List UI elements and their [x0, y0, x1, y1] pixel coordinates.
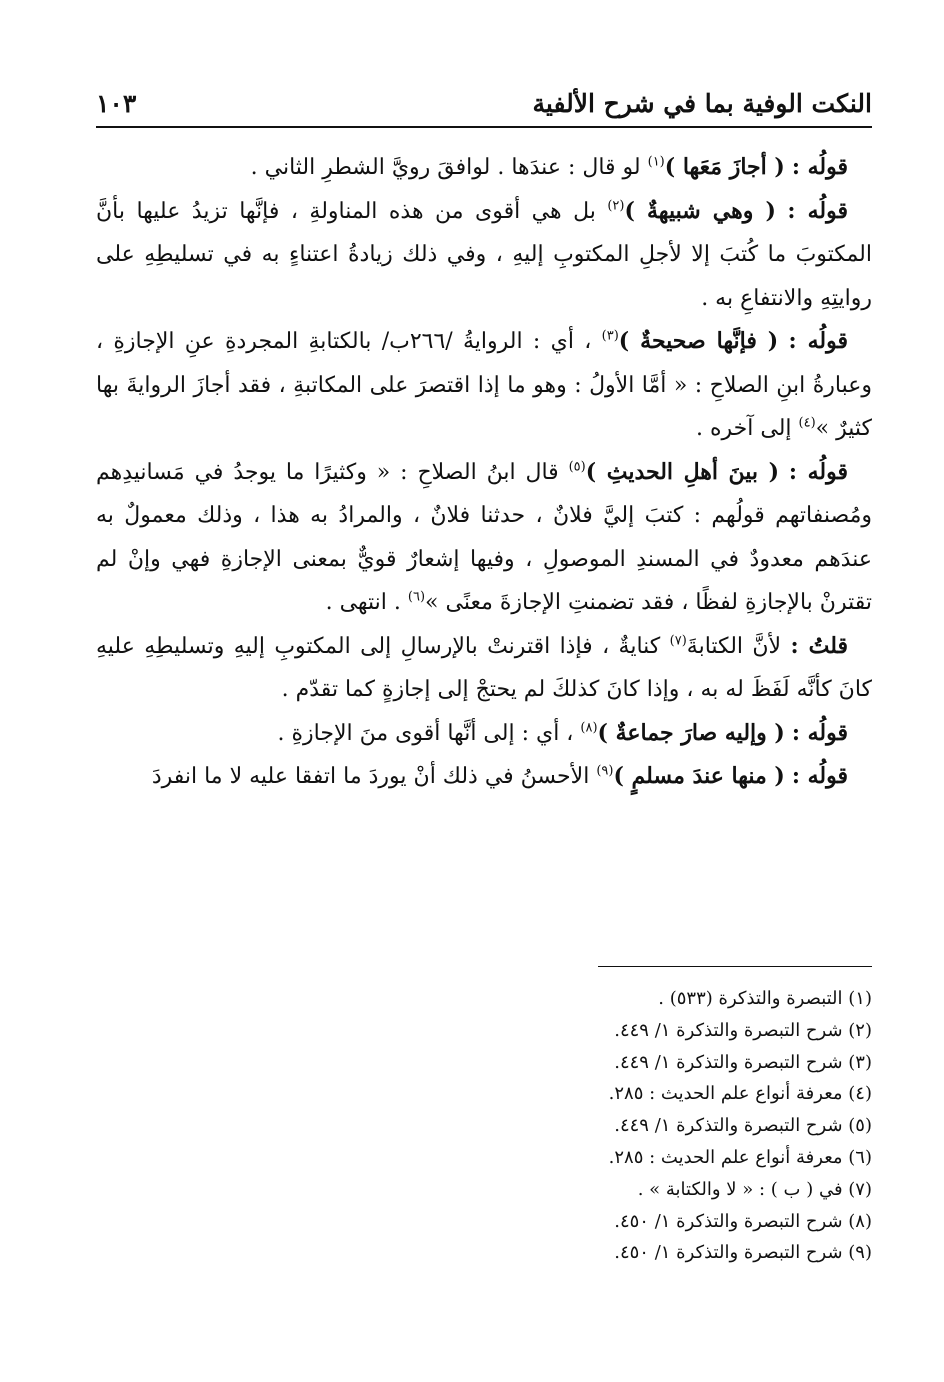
lead-word: قولُه :	[788, 458, 848, 485]
paragraph-text: بل هي أقوى من هذه المناولةِ ، فإنَّها تزيدُ عليها بأنَّ المكتوبَ ما كُتبَ إلا لأجلِ المكتوبِ إليهِ ، وفي ذلك زيادةُ اعتناءٍ به في تسليطِهِ على روايتِهِ والانتفاعِ به .	[96, 198, 872, 311]
footnote-ref: (٢)	[607, 198, 625, 214]
footnote-3: (٣) شرح التبصرة والتذكرة ١/ ٤٤٩.	[614, 1051, 872, 1073]
paragraph-7	[96, 755, 872, 799]
footnote-6: (٦) معرفة أنواع علم الحديث : ٢٨٥.	[608, 1146, 872, 1168]
footnote-ref: (٩)	[596, 763, 614, 779]
lead-word: قولُه :	[788, 328, 848, 354]
footnote-4: (٤) معرفة أنواع علم الحديث : ٢٨٥.	[608, 1083, 872, 1105]
footnote-ref: (٤)	[798, 415, 816, 431]
footnote-8: (٨) شرح التبصرة والتذكرة ١/ ٤٥٠.	[614, 1210, 872, 1232]
paragraph-text: الأحسنُ في ذلك أنْ يوردَ ما اتفقا عليه لا ما انفردَ	[151, 764, 597, 789]
paragraph-5	[96, 625, 872, 712]
paragraph-3	[96, 320, 872, 451]
footnote-ref: (٧)	[669, 633, 687, 649]
footnote-7: (٧) في ( ب ) : « لا والكتابة » .	[637, 1178, 872, 1200]
paragraph-text: ، أي : إلى أنَّها أقوى منَ الإجازةِ .	[277, 720, 581, 746]
running-head	[96, 72, 872, 118]
footnote-rule	[598, 966, 872, 967]
footnotes	[96, 983, 872, 1269]
footnote-1: (١) التبصرة والتذكرة (٥٣٣) .	[658, 988, 872, 1009]
paragraph-2	[96, 190, 872, 321]
paragraph-6	[96, 712, 872, 756]
paragraph-text: لأنَّ الكتابةَ	[686, 633, 791, 659]
lead-word: قولُه :	[791, 763, 848, 789]
quoted-phrase: ( أجازَ مَعَها )	[664, 154, 785, 180]
lead-word: قولُه :	[791, 154, 848, 180]
quoted-phrase: ( منها عندَ مسلمٍ )	[613, 763, 785, 789]
paragraph-1	[96, 146, 872, 190]
lead-word: قولُه :	[791, 719, 848, 746]
paragraph-text: قال ابنُ الصلاحِ : « وكثيرًا ما يوجدُ في مَسانيدِهم ومُصنفاتهم قولُهم : كتبَ إليَّ فلانٌ ، حدثنا فلانٌ ، والمرادُ به هذا ، وذلك معمولٌ به عندَهم معدودٌ في المسندِ الموصولِ ، وفيها إشعارٌ قويٌّ بمعنى الإجازةِ فهي وإنْ لم تقترنْ بالإجازةِ لفظًا ، فقد تضمنتِ الإجازةَ معنًى »	[96, 459, 872, 615]
quoted-phrase: ( وإليه صارَ جماعةٌ )	[597, 719, 785, 746]
page-number: ١٠٣	[96, 89, 137, 118]
footnote-ref: (٥)	[568, 459, 586, 475]
footnote-5: (٥) شرح التبصرة والتذكرة ١/ ٤٤٩.	[614, 1115, 872, 1137]
main-text	[96, 146, 872, 799]
lead-word: قولُه :	[787, 197, 848, 224]
paragraph-text: ، أي : الروايةُ /٢٦٦ب/ بالكتابةِ المجردةِ عنِ الإجازةِ ، وعبارةُ ابنِ الصلاحِ : « أمَّا الأولُ : وهو ما إذا اقتصرَ على المكاتبةِ ، فقد أجازَ الروايةَ بها كثيرٌ »	[96, 329, 872, 441]
footnote-2: (٢) شرح التبصرة والتذكرة ١/ ٤٤٩.	[614, 1019, 872, 1041]
quoted-phrase: ( بينَ أهلِ الحديثِ )	[585, 458, 780, 485]
footnote-ref: (٣)	[601, 328, 619, 344]
paragraph-4	[96, 451, 872, 625]
footnote-ref: (١)	[647, 154, 665, 170]
book-title: النكت الوفية بما في شرح الألفية	[532, 89, 872, 118]
paragraph-text-tail: كنايةٌ ، فإذا اقترنتْ بالإرسالِ إلى المكتوبِ إليهِ وتسليطِهِ عليهِ كانَ كأنَّه لَفَظَ له به ، وإذا كانَ كذلكَ لم يحتجْ إلى إجازةٍ كما تقدّم .	[96, 633, 872, 702]
paragraph-text-tail: . انتهى .	[325, 590, 408, 615]
paragraph-text-tail: إلى آخره .	[696, 416, 799, 441]
footnote-9: (٩) شرح التبصرة والتذكرة ١/ ٤٥٠.	[614, 1242, 872, 1264]
lead-word: قلتُ :	[790, 632, 848, 659]
footnote-ref: (٨)	[580, 720, 598, 736]
paragraph-text: لو قال : عندَها . لوافقَ رويَّ الشطرِ الثاني .	[250, 155, 648, 180]
quoted-phrase: ( وهي شبيهةٌ )	[624, 197, 776, 224]
header-rule	[96, 126, 872, 128]
footnote-ref: (٦)	[407, 589, 426, 605]
quoted-phrase: ( فإنَّها صحيحةٌ )	[618, 328, 779, 354]
